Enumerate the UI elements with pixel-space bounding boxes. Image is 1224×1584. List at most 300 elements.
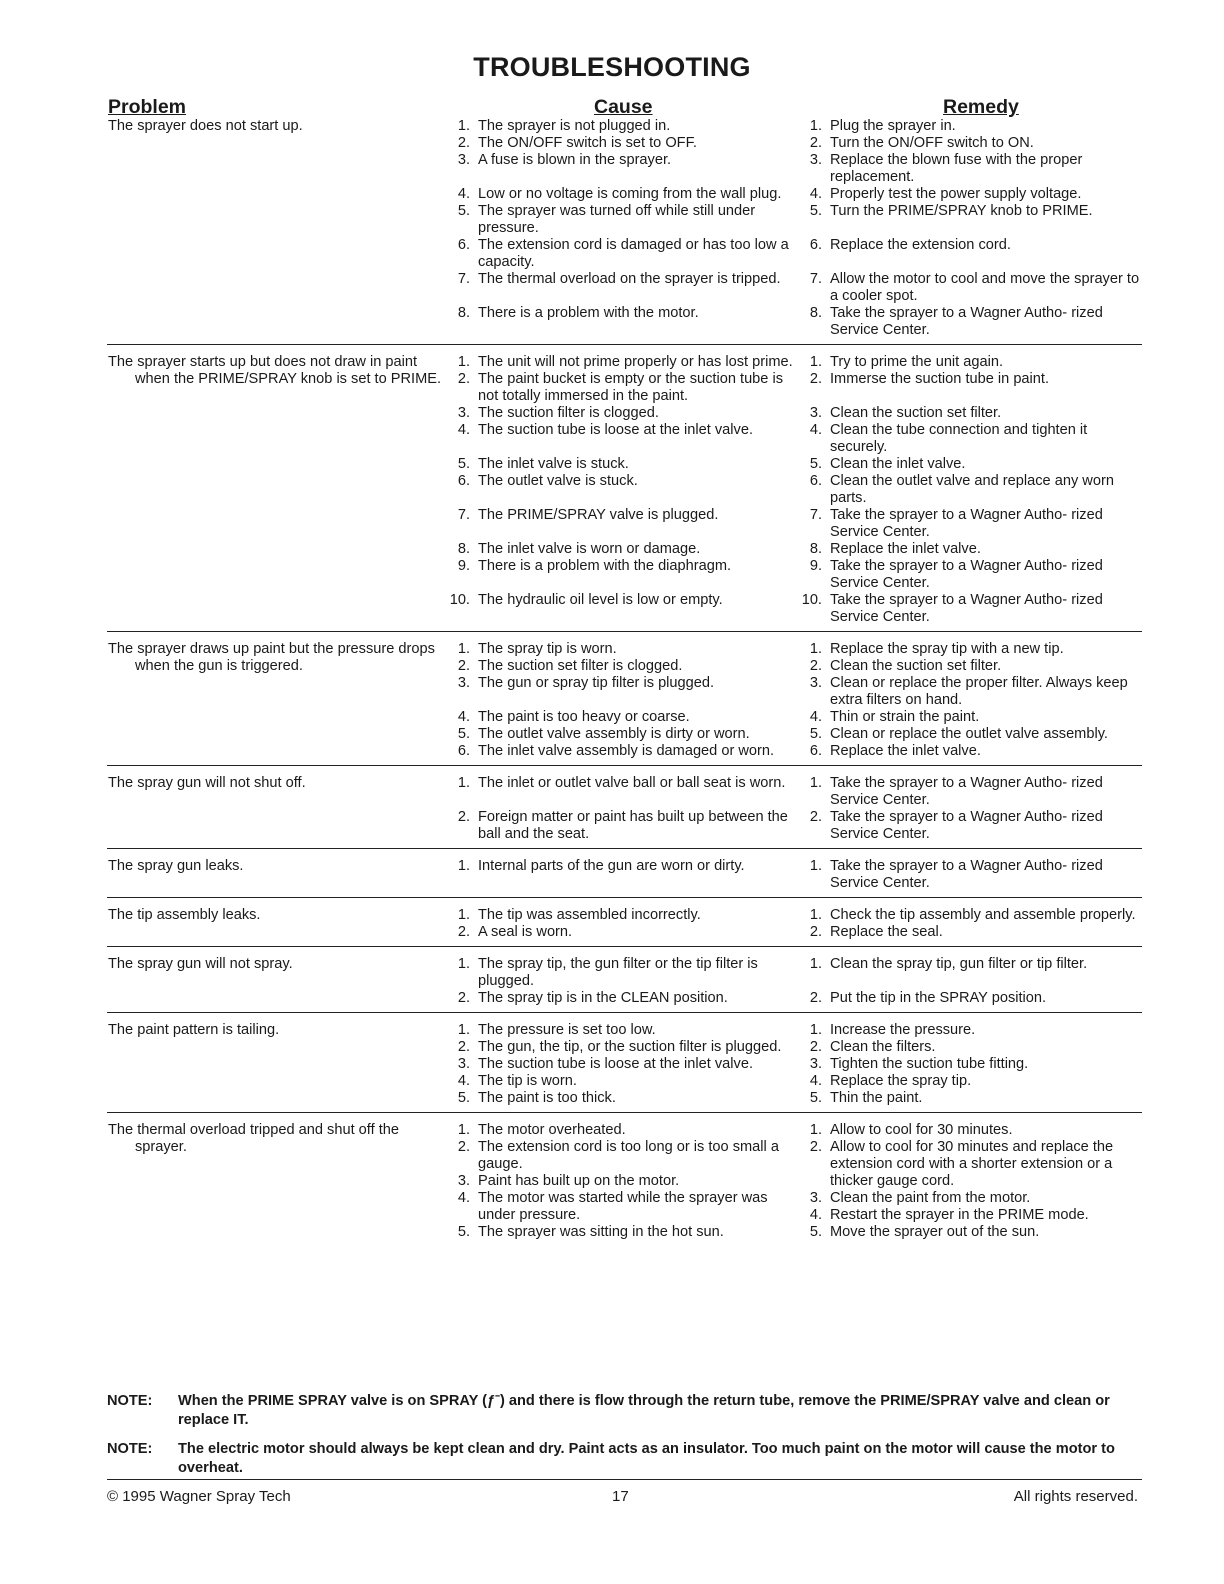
cause-text: The ON/OFF switch is set to OFF. (478, 135, 697, 151)
cause-item (448, 354, 800, 371)
cause-number: 8. (457, 541, 470, 557)
problem-cell (107, 641, 448, 675)
cause-remedy-pair (448, 726, 1143, 743)
problem-cell (107, 907, 448, 924)
remedy-number: 1. (809, 1122, 822, 1138)
cause-text: The spray tip, the gun filter or the tip filter is plugged. (478, 956, 758, 989)
cause-number: 2. (457, 990, 470, 1006)
remedy-item (800, 541, 1143, 558)
cause-text: The outlet valve is stuck. (478, 473, 638, 489)
cause-text: The suction tube is loose at the inlet valve. (478, 422, 754, 438)
cause-text: The motor was started while the sprayer was under pressure. (478, 1190, 768, 1223)
cause-item (448, 305, 800, 322)
cause-text: The unit will not prime properly or has lost prime. (478, 354, 793, 370)
cause-number: 10. (449, 592, 470, 608)
cause-text: The pressure is set too low. (478, 1022, 656, 1038)
cause-number: 6. (457, 743, 470, 759)
cause-item (448, 371, 800, 405)
footer-page-number: 17 (612, 1488, 629, 1505)
cause-remedy-pair (448, 203, 1143, 237)
cause-text: The gun, the tip, or the suction filter is plugged. (478, 1039, 782, 1055)
cause-remedy-pair (448, 1073, 1143, 1090)
remedy-text: Clean the suction set filter. (830, 405, 1002, 421)
remedy-number: 1. (809, 354, 822, 370)
remedy-item (800, 1207, 1143, 1224)
cause-number: 3. (457, 1173, 470, 1189)
problem-text: The sprayer draws up paint but the pressure drops when the gun is triggered. (108, 641, 435, 674)
cause-number: 7. (457, 507, 470, 523)
cause-item (448, 1173, 800, 1190)
cause-item (448, 858, 800, 875)
problem-group (107, 118, 1142, 345)
cause-number: 1. (457, 956, 470, 972)
cause-item (448, 558, 800, 575)
remedy-number: 8. (809, 541, 822, 557)
cause-number: 6. (457, 237, 470, 253)
note (107, 1440, 1142, 1478)
cause-number: 1. (457, 1122, 470, 1138)
cause-text: A seal is worn. (478, 924, 573, 940)
remedy-number: 2. (809, 1039, 822, 1055)
cause-number: 1. (457, 1022, 470, 1038)
problem-group (107, 907, 1142, 947)
remedy-number: 2. (809, 924, 822, 940)
cause-remedy-pair (448, 1090, 1143, 1107)
cause-number: 9. (457, 558, 470, 574)
cause-item (448, 1056, 800, 1073)
problem-group (107, 354, 1142, 632)
cause-text: The sprayer was turned off while still under pressure. (478, 203, 756, 236)
remedy-item (800, 809, 1143, 843)
remedy-number: 2. (809, 135, 822, 151)
remedy-item (800, 924, 1143, 941)
cause-number: 1. (457, 118, 470, 134)
problem-row (107, 118, 1142, 339)
notes-section (107, 1392, 1142, 1488)
problem-text: The spray gun will not shut off. (108, 775, 306, 791)
cause-remedy-pair (448, 592, 1143, 626)
problem-row (107, 1022, 1142, 1107)
footer-copyright: © 1995 Wagner Spray Tech (107, 1488, 291, 1505)
remedy-item (800, 956, 1143, 973)
problem-column-header: Problem (108, 96, 187, 118)
cause-text: The paint is too heavy or coarse. (478, 709, 690, 725)
cause-item (448, 1073, 800, 1090)
remedy-text: Take the sprayer to a Wagner Autho- rized Service Center. (830, 558, 1103, 591)
remedy-item (800, 422, 1143, 456)
remedy-text: Take the sprayer to a Wagner Autho- rized Service Center. (830, 305, 1103, 338)
remedy-text: Move the sprayer out of the sun. (830, 1224, 1040, 1240)
cause-number: 5. (457, 456, 470, 472)
remedy-number: 3. (809, 675, 822, 691)
cause-item (448, 709, 800, 726)
problem-row (107, 1122, 1142, 1241)
remedy-number: 1. (809, 858, 822, 874)
remedy-item (800, 709, 1143, 726)
cause-item (448, 135, 800, 152)
remedy-item (800, 1090, 1143, 1107)
remedy-item (800, 371, 1143, 388)
remedy-item (800, 237, 1143, 254)
problem-row (107, 354, 1142, 626)
page-title: TROUBLESHOOTING (473, 52, 751, 82)
cause-number: 5. (457, 203, 470, 219)
problem-group (107, 956, 1142, 1013)
remedy-number: 1. (809, 956, 822, 972)
cause-number: 2. (457, 135, 470, 151)
cause-number: 3. (457, 405, 470, 421)
remedy-number: 1. (809, 118, 822, 134)
cause-item (448, 541, 800, 558)
remedy-text: Tighten the suction tube fitting. (830, 1056, 1029, 1072)
cause-remedy-pair (448, 1122, 1143, 1241)
cause-remedy-pair (448, 990, 1143, 1007)
problem-group (107, 1122, 1142, 1241)
remedy-number: 2. (809, 990, 822, 1006)
remedy-text: Check the tip assembly and assemble properly. (830, 907, 1136, 923)
cause-number: 4. (457, 186, 470, 202)
remedy-item (800, 473, 1143, 507)
cause-item (448, 1139, 800, 1173)
remedy-number: 2. (809, 371, 822, 387)
cause-remedy-pair (448, 152, 1143, 186)
cause-text: The sprayer is not plugged in. (478, 118, 671, 134)
remedy-item (800, 726, 1143, 743)
cause-column (448, 1122, 800, 1241)
cause-item (448, 907, 800, 924)
cause-remedy-pair (448, 775, 1143, 809)
cause-text: Paint has built up on the motor. (478, 1173, 680, 1189)
cause-remedy-list (448, 907, 1143, 941)
cause-item (448, 152, 800, 169)
remedy-number: 7. (809, 507, 822, 523)
cause-text: The thermal overload on the sprayer is tripped. (478, 271, 781, 287)
cause-remedy-list (448, 858, 1143, 892)
cause-remedy-pair (448, 809, 1143, 843)
cause-remedy-pair (448, 271, 1143, 305)
remedy-number: 3. (809, 1190, 822, 1206)
remedy-column (800, 1122, 1143, 1241)
remedy-text: Put the tip in the SPRAY position. (830, 990, 1047, 1006)
remedy-text: Replace the blown fuse with the proper replacement. (830, 152, 1083, 185)
remedy-text: Clean the tube connection and tighten it securely. (830, 422, 1088, 455)
remedy-number: 5. (809, 1224, 822, 1240)
cause-remedy-pair (448, 907, 1143, 924)
footer-rights: All rights reserved. (1013, 1488, 1138, 1505)
remedy-text: Clean the outlet valve and replace any worn parts. (830, 473, 1114, 506)
remedy-text: Clean the spray tip, gun filter or tip filter. (830, 956, 1088, 972)
cause-text: The tip was assembled incorrectly. (478, 907, 701, 923)
cause-text: The extension cord is too long or is too small a gauge. (478, 1139, 779, 1172)
remedy-item (800, 305, 1143, 339)
cause-item (448, 990, 800, 1007)
cause-remedy-pair (448, 354, 1143, 371)
note-label: NOTE: (107, 1393, 153, 1409)
remedy-text: Thin or strain the paint. (830, 709, 980, 725)
cause-item (448, 237, 800, 271)
cause-item (448, 203, 800, 237)
cause-number: 2. (457, 658, 470, 674)
cause-number: 8. (457, 305, 470, 321)
cause-number: 4. (457, 422, 470, 438)
remedy-number: 1. (809, 641, 822, 657)
remedy-item (800, 456, 1143, 473)
cause-remedy-pair (448, 1056, 1143, 1073)
cause-remedy-pair (448, 456, 1143, 473)
remedy-number: 8. (809, 305, 822, 321)
remedy-text: Immerse the suction tube in paint. (830, 371, 1050, 387)
remedy-item (800, 592, 1143, 626)
problem-group (107, 641, 1142, 766)
remedy-item (800, 1139, 1143, 1190)
remedy-text: Replace the spray tip. (830, 1073, 972, 1089)
cause-remedy-pair (448, 371, 1143, 405)
cause-item (448, 1039, 800, 1056)
cause-text: The paint is too thick. (478, 1090, 616, 1106)
cause-text: The suction set filter is clogged. (478, 658, 683, 674)
remedy-text: Clean the inlet valve. (830, 456, 966, 472)
problem-text: The thermal overload tripped and shut off the sprayer. (108, 1122, 399, 1155)
remedy-text: Replace the spray tip with a new tip. (830, 641, 1064, 657)
troubleshooting-table (107, 118, 1142, 1241)
cause-text: The inlet valve assembly is damaged or worn. (478, 743, 775, 759)
cause-text: The gun or spray tip filter is plugged. (478, 675, 715, 691)
remedy-text: Increase the pressure. (830, 1022, 976, 1038)
cause-remedy-pair (448, 675, 1143, 709)
remedy-item (800, 405, 1143, 422)
remedy-item (800, 271, 1143, 305)
remedy-item (800, 1039, 1143, 1056)
cause-remedy-pair (448, 641, 1143, 658)
remedy-number: 4. (809, 1073, 822, 1089)
cause-remedy-pair (448, 743, 1143, 760)
footer-divider (107, 1479, 1142, 1480)
remedy-column-header: Remedy (943, 96, 1019, 118)
remedy-item (800, 658, 1143, 675)
cause-item (448, 775, 800, 792)
cause-item (448, 675, 800, 692)
cause-item (448, 924, 800, 941)
cause-item (448, 809, 800, 843)
cause-item (448, 1090, 800, 1107)
cause-number: 5. (457, 726, 470, 742)
note (107, 1392, 1142, 1430)
remedy-item (800, 558, 1143, 592)
remedy-text: Clean the suction set filter. (830, 658, 1002, 674)
problem-text: The spray gun will not spray. (108, 956, 293, 972)
remedy-text: Clean the filters. (830, 1039, 936, 1055)
cause-remedy-pair (448, 507, 1143, 541)
cause-number: 4. (457, 1073, 470, 1089)
cause-item (448, 507, 800, 524)
problem-group (107, 858, 1142, 898)
remedy-text: Clean or replace the outlet valve assembly. (830, 726, 1108, 742)
remedy-text: Properly test the power supply voltage. (830, 186, 1082, 202)
problem-row (107, 907, 1142, 941)
cause-item (448, 1122, 800, 1139)
remedy-item (800, 990, 1143, 1007)
remedy-item (800, 1056, 1143, 1073)
cause-remedy-list (448, 956, 1143, 1007)
remedy-text: Clean or replace the proper filter. Always keep extra filters on hand. (830, 675, 1128, 708)
remedy-item (800, 775, 1143, 809)
remedy-item (800, 507, 1143, 541)
remedy-item (800, 1190, 1143, 1207)
note-text: The electric motor should always be kept clean and dry. Paint acts as an insulator. Too much paint on the motor will cause the motor to overheat. (178, 1441, 1115, 1476)
cause-item (448, 658, 800, 675)
cause-number: 2. (457, 1139, 470, 1155)
remedy-text: Turn the ON/OFF switch to ON. (830, 135, 1034, 151)
cause-number: 2. (457, 809, 470, 825)
remedy-number: 1. (809, 907, 822, 923)
remedy-number: 4. (809, 709, 822, 725)
cause-text: The spray tip is in the CLEAN position. (478, 990, 728, 1006)
cause-item (448, 473, 800, 490)
cause-text: Foreign matter or paint has built up between the ball and the seat. (478, 809, 788, 842)
cause-text: The outlet valve assembly is dirty or worn. (478, 726, 750, 742)
cause-item (448, 726, 800, 743)
cause-remedy-pair (448, 473, 1143, 507)
cause-remedy-pair (448, 186, 1143, 203)
cause-number: 7. (457, 271, 470, 287)
cause-item (448, 1224, 800, 1241)
cause-number: 2. (457, 371, 470, 387)
remedy-text: Take the sprayer to a Wagner Autho- rized Service Center. (830, 775, 1103, 808)
remedy-item (800, 907, 1143, 924)
cause-number: 4. (457, 1190, 470, 1206)
remedy-text: Turn the PRIME/SPRAY knob to PRIME. (830, 203, 1093, 219)
cause-text: The suction tube is loose at the inlet valve. (478, 1056, 754, 1072)
cause-item (448, 271, 800, 288)
remedy-number: 7. (809, 271, 822, 287)
cause-number: 1. (457, 907, 470, 923)
note-label: NOTE: (107, 1441, 153, 1457)
cause-text: The sprayer was sitting in the hot sun. (478, 1224, 724, 1240)
cause-text: The PRIME/SPRAY valve is plugged. (478, 507, 719, 523)
cause-remedy-pair (448, 118, 1143, 135)
cause-number: 1. (457, 858, 470, 874)
remedy-text: Take the sprayer to a Wagner Autho- rized Service Center. (830, 507, 1103, 540)
cause-item (448, 422, 800, 439)
cause-number: 5. (457, 1090, 470, 1106)
problem-row (107, 775, 1142, 843)
cause-number: 3. (457, 1056, 470, 1072)
remedy-item (800, 675, 1143, 709)
problem-group (107, 775, 1142, 849)
cause-item (448, 118, 800, 135)
remedy-number: 6. (809, 473, 822, 489)
cause-remedy-pair (448, 924, 1143, 941)
cause-item (448, 405, 800, 422)
cause-text: A fuse is blown in the sprayer. (478, 152, 672, 168)
remedy-number: 6. (809, 237, 822, 253)
remedy-text: Take the sprayer to a Wagner Autho- rized Service Center. (830, 592, 1103, 625)
remedy-text: Clean the paint from the motor. (830, 1190, 1031, 1206)
problem-row (107, 641, 1142, 760)
cause-text: There is a problem with the motor. (478, 305, 699, 321)
remedy-item (800, 203, 1143, 220)
cause-number: 2. (457, 1039, 470, 1055)
cause-text: The inlet valve is worn or damage. (478, 541, 701, 557)
cause-remedy-pair (448, 237, 1143, 271)
problem-cell (107, 1022, 448, 1039)
cause-item (448, 743, 800, 760)
remedy-number: 1. (809, 1022, 822, 1038)
cause-number: 3. (457, 152, 470, 168)
cause-remedy-list (448, 1122, 1143, 1241)
cause-remedy-pair (448, 305, 1143, 339)
remedy-text: Take the sprayer to a Wagner Autho- rized Service Center. (830, 809, 1103, 842)
cause-column-header: Cause (594, 96, 653, 118)
remedy-number: 4. (809, 422, 822, 438)
cause-item (448, 956, 800, 990)
problem-text: The tip assembly leaks. (108, 907, 261, 923)
remedy-text: Replace the inlet valve. (830, 743, 981, 759)
problem-cell (107, 1122, 448, 1156)
remedy-number: 10. (801, 592, 822, 608)
problem-cell (107, 775, 448, 792)
remedy-number: 5. (809, 203, 822, 219)
remedy-text: Allow the motor to cool and move the sprayer to a cooler spot. (830, 271, 1140, 304)
cause-text: The inlet or outlet valve ball or ball seat is worn. (478, 775, 786, 791)
remedy-item (800, 858, 1143, 892)
cause-number: 6. (457, 473, 470, 489)
remedy-item (800, 641, 1143, 658)
remedy-text: Try to prime the unit again. (830, 354, 1004, 370)
cause-item (448, 641, 800, 658)
cause-remedy-pair (448, 405, 1143, 422)
cause-number: 1. (457, 775, 470, 791)
remedy-item (800, 186, 1143, 203)
problem-group (107, 1022, 1142, 1113)
cause-number: 1. (457, 641, 470, 657)
cause-remedy-pair (448, 135, 1143, 152)
remedy-item (800, 1022, 1143, 1039)
remedy-number: 3. (809, 405, 822, 421)
remedy-number: 3. (809, 1056, 822, 1072)
problem-cell (107, 354, 448, 388)
cause-number: 1. (457, 354, 470, 370)
remedy-item (800, 118, 1143, 135)
remedy-text: Take the sprayer to a Wagner Autho- rized Service Center. (830, 858, 1103, 891)
cause-item (448, 592, 800, 609)
problem-row (107, 956, 1142, 1007)
cause-number: 5. (457, 1224, 470, 1240)
remedy-text: Plug the sprayer in. (830, 118, 956, 134)
remedy-item (800, 1073, 1143, 1090)
cause-text: The paint bucket is empty or the suction tube is not totally immersed in the paint. (478, 371, 784, 404)
cause-item (448, 1190, 800, 1224)
cause-remedy-pair (448, 558, 1143, 592)
remedy-number: 5. (809, 726, 822, 742)
remedy-item (800, 354, 1143, 371)
problem-cell (107, 858, 448, 875)
cause-remedy-pair (448, 858, 1143, 892)
problem-text: The paint pattern is tailing. (108, 1022, 280, 1038)
problem-row (107, 858, 1142, 892)
problem-cell (107, 118, 448, 135)
remedy-text: Replace the extension cord. (830, 237, 1011, 253)
cause-remedy-list (448, 775, 1143, 843)
cause-remedy-list (448, 641, 1143, 760)
remedy-item (800, 135, 1143, 152)
cause-remedy-pair (448, 956, 1143, 990)
cause-number: 3. (457, 675, 470, 691)
remedy-number: 9. (809, 558, 822, 574)
remedy-text: Allow to cool for 30 minutes and replace the extension cord with a shorter extension or a thicker gauge cord. (830, 1139, 1114, 1189)
remedy-text: Replace the inlet valve. (830, 541, 981, 557)
cause-remedy-list (448, 354, 1143, 626)
